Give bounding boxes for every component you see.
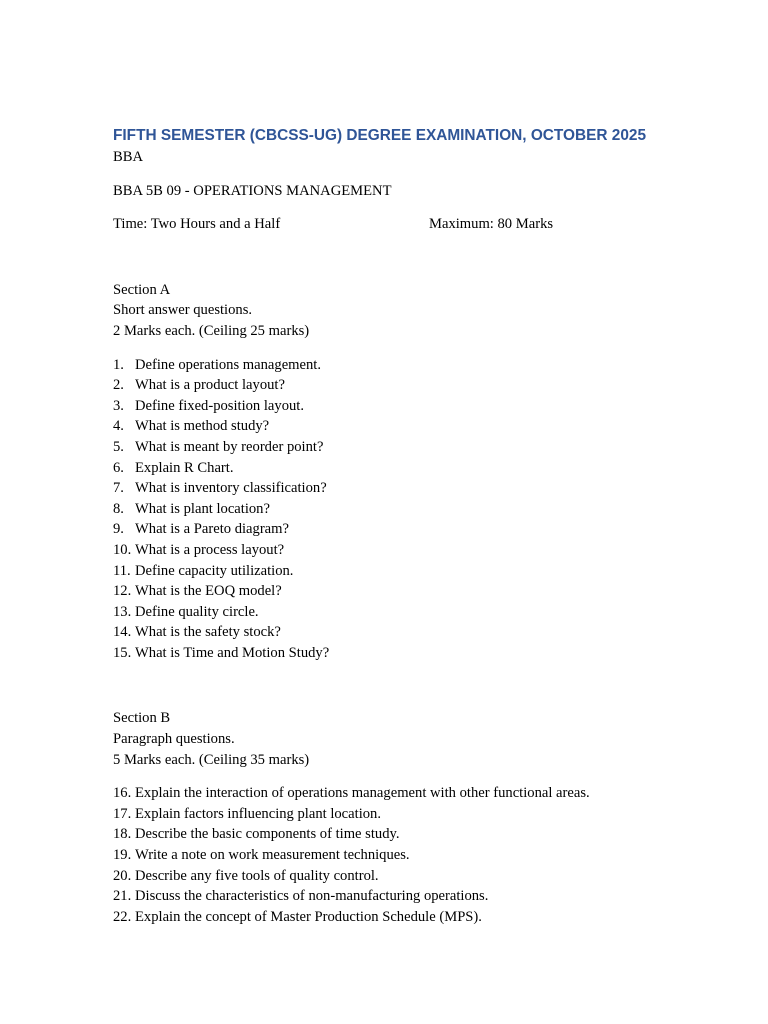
question-number: 12. <box>113 583 132 600</box>
time-marks-row <box>113 214 673 235</box>
question-item <box>113 845 673 866</box>
question-text: Write a note on work measurement techniques. <box>135 847 410 864</box>
question-number: 7. <box>113 480 124 497</box>
question-item <box>113 866 673 887</box>
question-text: Explain the concept of Master Production Schedule (MPS). <box>135 908 482 925</box>
exam-title: FIFTH SEMESTER (CBCSS-UG) DEGREE EXAMINATION, OCTOBER 2025 <box>113 127 647 144</box>
question-number: 21. <box>113 888 132 905</box>
question-item <box>113 643 673 664</box>
question-number: 9. <box>113 521 124 538</box>
maximum-marks: Maximum: 80 Marks <box>429 216 554 233</box>
question-list <box>113 783 673 927</box>
section-heading: Section A <box>113 281 171 298</box>
question-item <box>113 783 673 804</box>
question-number: 22. <box>113 908 132 925</box>
section-question-type: Short answer questions. <box>113 302 253 319</box>
section-marks-info: 2 Marks each. (Ceiling 25 marks) <box>113 322 310 339</box>
question-item <box>113 581 673 602</box>
question-number: 19. <box>113 847 132 864</box>
question-number: 3. <box>113 397 124 414</box>
exam-duration: Time: Two Hours and a Half <box>113 216 281 233</box>
question-text: Define quality circle. <box>135 603 259 620</box>
section-question-type: Paragraph questions. <box>113 731 235 748</box>
question-item <box>113 355 673 376</box>
question-number: 13. <box>113 603 132 620</box>
question-number: 15. <box>113 644 132 661</box>
question-text: Describe any five tools of quality control. <box>135 867 379 884</box>
course-title: BBA 5B 09 - OPERATIONS MANAGEMENT <box>113 182 392 199</box>
question-number: 14. <box>113 624 132 641</box>
section-heading: Section B <box>113 710 171 727</box>
section-b <box>113 708 673 927</box>
question-text: What is a product layout? <box>135 377 285 394</box>
question-text: Explain factors influencing plant location. <box>135 805 381 822</box>
question-number: 16. <box>113 785 132 802</box>
question-text: What is the safety stock? <box>135 624 281 641</box>
question-item <box>113 886 673 907</box>
question-text: What is inventory classification? <box>135 480 327 497</box>
question-number: 20. <box>113 867 132 884</box>
question-item <box>113 602 673 623</box>
question-item <box>113 499 673 520</box>
question-text: What is meant by reorder point? <box>135 438 324 455</box>
section-marks-info: 5 Marks each. (Ceiling 35 marks) <box>113 751 310 768</box>
question-text: What is a process layout? <box>135 541 285 558</box>
question-item <box>113 519 673 540</box>
question-list <box>113 355 673 664</box>
question-item <box>113 804 673 825</box>
question-item <box>113 561 673 582</box>
question-item <box>113 907 673 928</box>
question-item <box>113 824 673 845</box>
question-text: Define capacity utilization. <box>135 562 294 579</box>
question-text: What is plant location? <box>135 500 270 517</box>
question-text: Define operations management. <box>135 356 321 373</box>
question-item <box>113 622 673 643</box>
question-number: 2. <box>113 377 124 394</box>
question-number: 8. <box>113 500 124 517</box>
question-text: What is the EOQ model? <box>135 583 282 600</box>
question-number: 5. <box>113 438 124 455</box>
question-number: 1. <box>113 356 124 373</box>
section-a <box>113 280 673 664</box>
question-item <box>113 416 673 437</box>
question-item <box>113 478 673 499</box>
question-item <box>113 540 673 561</box>
question-text: What is Time and Motion Study? <box>135 644 330 661</box>
question-text: Describe the basic components of time study. <box>135 826 400 843</box>
question-item <box>113 458 673 479</box>
question-text: Explain the interaction of operations management with other functional areas. <box>135 785 590 802</box>
question-number: 18. <box>113 826 132 843</box>
question-number: 4. <box>113 418 124 435</box>
exam-paper <box>113 125 673 927</box>
question-item <box>113 375 673 396</box>
question-text: Explain R Chart. <box>135 459 234 476</box>
program-name: BBA <box>113 149 144 165</box>
question-text: What is method study? <box>135 418 270 435</box>
question-number: 11. <box>113 562 131 579</box>
question-text: What is a Pareto diagram? <box>135 521 289 538</box>
question-number: 10. <box>113 541 132 558</box>
question-text: Discuss the characteristics of non-manufacturing operations. <box>135 888 489 905</box>
question-number: 6. <box>113 459 124 476</box>
question-item <box>113 437 673 458</box>
question-text: Define fixed-position layout. <box>135 397 305 414</box>
question-number: 17. <box>113 805 132 822</box>
question-item <box>113 396 673 417</box>
